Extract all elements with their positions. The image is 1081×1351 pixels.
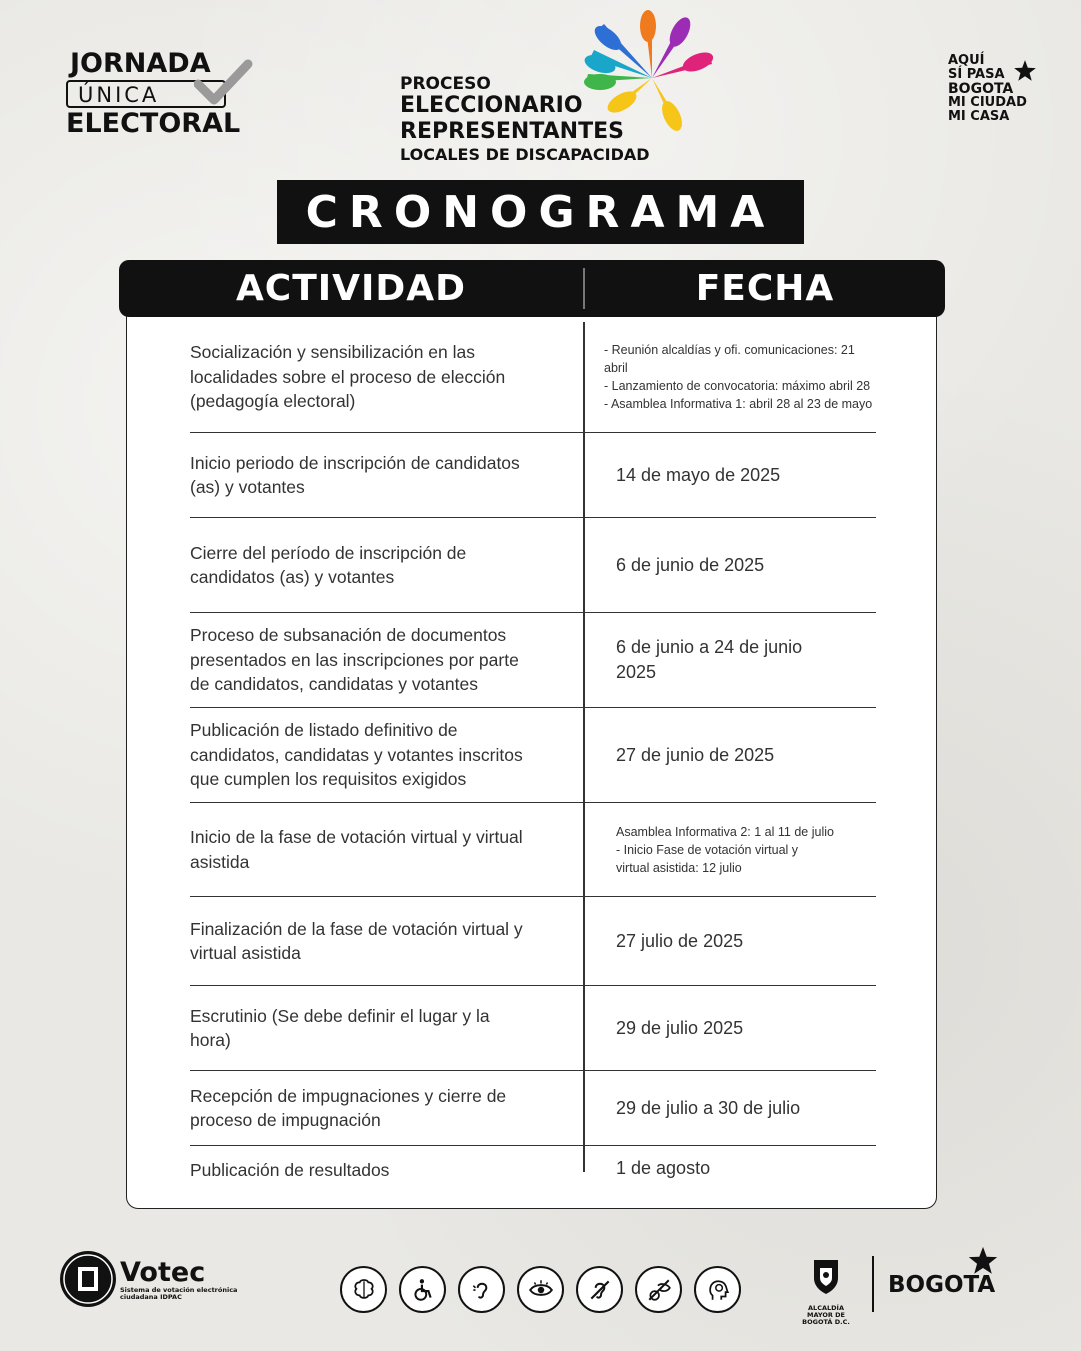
- date-cell: 27 julio de 2025: [616, 930, 744, 951]
- slogan-line3: BOGOTA: [948, 81, 1014, 97]
- jornada-line1: JORNADA: [70, 48, 211, 79]
- aqui-si-pasa-bogota-logo: [948, 54, 1048, 124]
- table-row: [190, 803, 876, 897]
- votec-emblem-icon: [58, 1249, 118, 1309]
- jornada-line2: ÚNICA: [78, 83, 160, 107]
- slogan-line1: AQUÍ: [948, 53, 985, 68]
- slogan-line4: MI CIUDAD: [948, 95, 1027, 110]
- date-cell: 6 de junio a 24 de junio 2025: [616, 637, 803, 682]
- activity-cell: Cierre del período de inscripción de candidatos (as) y votantes: [190, 542, 467, 587]
- votec-name: Votec: [120, 1257, 206, 1288]
- jornada-line3: ELECTORAL: [66, 108, 241, 139]
- table-row: [190, 613, 876, 708]
- date-cell: 29 de julio a 30 de julio: [616, 1097, 801, 1118]
- activity-cell: Socialización y sensibilización en las localidades sobre el proceso de elección (pedagogía electoral): [190, 342, 506, 412]
- date-cell: 1 de agosto: [616, 1158, 711, 1178]
- disability-icons-row: [340, 1266, 741, 1313]
- brain-icon: [340, 1266, 387, 1313]
- table-row: [190, 322, 876, 433]
- table-row: [190, 518, 876, 613]
- proceso-line4: LOCALES DE DISCAPACIDAD: [400, 145, 650, 164]
- hearing-icon: [458, 1266, 505, 1313]
- slogan-line2: SÍ PASA: [948, 67, 1005, 82]
- date-cell: 27 de junio de 2025: [616, 744, 775, 765]
- cronograma-title: CRONOGRAMA: [277, 180, 804, 244]
- date-cell: 14 de mayo de 2025: [616, 464, 781, 485]
- table-row: [190, 1071, 876, 1146]
- alcaldia-logo: [794, 1256, 858, 1326]
- footer-divider: [872, 1256, 874, 1312]
- bogota-star-icon: [966, 1244, 1000, 1278]
- activity-cell: Finalización de la fase de votación virtual y virtual asistida: [190, 918, 523, 963]
- eye-icon: [517, 1266, 564, 1313]
- table-row: [190, 897, 876, 986]
- star-icon: [1012, 58, 1038, 84]
- deaf-icon: [576, 1266, 623, 1313]
- table-header: [119, 260, 945, 317]
- table-row: [190, 986, 876, 1071]
- alcaldia-text: ALCALDÍA MAYOR DE BOGOTÁ D.C.: [802, 1304, 850, 1326]
- date-cell: Asamblea Informativa 2: 1 al 11 de julio - Inicio Fase de votación virtual y virtual asistida: 12 julio: [616, 824, 834, 875]
- activity-cell: Proceso de subsanación de documentos presentados en las inscripciones por parte de candidatos, candidatas y votantes: [190, 625, 519, 695]
- column-header-actividad: ACTIVIDAD: [235, 268, 467, 309]
- activity-cell: Inicio de la fase de votación virtual y virtual asistida: [190, 827, 523, 872]
- activity-cell: Inicio periodo de inscripción de candidatos (as) y votantes: [190, 452, 520, 497]
- jornada-unica-electoral-logo: [66, 48, 256, 140]
- table-row: [190, 433, 876, 518]
- proceso-line3: REPRESENTANTES: [400, 119, 624, 144]
- bogota-wordmark: BOGOTA: [888, 1272, 996, 1298]
- table-row: [190, 708, 876, 803]
- coat-of-arms-icon: [806, 1256, 846, 1296]
- psychosocial-head-icon: [694, 1266, 741, 1313]
- wheelchair-icon: [399, 1266, 446, 1313]
- table-row: [190, 1146, 876, 1194]
- date-cell: 29 de julio 2025: [616, 1017, 744, 1038]
- proceso-line1: PROCESO: [400, 74, 491, 94]
- activity-cell: Recepción de impugnaciones y cierre de proceso de impugnación: [190, 1085, 507, 1130]
- activity-cell: Publicación de listado definitivo de candidatos, candidatas y votantes inscritos que cumplen los requisitos exigidos: [190, 720, 523, 790]
- deafblind-icon: [635, 1266, 682, 1313]
- date-cell: - Reunión alcaldías y ofi. comunicaciones: 21 abril - Lanzamiento de convocatoria: máximo abril 28 - Asamblea Informativa 1: abril 28 al 23 de mayo: [604, 343, 873, 411]
- votec-subtitle: Sistema de votación electrónica ciudadana IDPAC: [120, 1286, 238, 1301]
- slogan-line5: MI CASA: [948, 109, 1010, 124]
- date-cell: 6 de junio de 2025: [616, 554, 765, 575]
- proceso-line2: ELECCIONARIO: [400, 93, 583, 118]
- column-header-fecha: FECHA: [695, 268, 835, 309]
- proceso-eleccionario-title: [400, 75, 700, 164]
- votec-logo: [58, 1249, 238, 1314]
- activity-cell: Publicación de resultados: [190, 1159, 390, 1180]
- checkmark-icon: [194, 58, 254, 110]
- activity-cell: Escrutinio (Se debe definir el lugar y la hora): [190, 1005, 490, 1050]
